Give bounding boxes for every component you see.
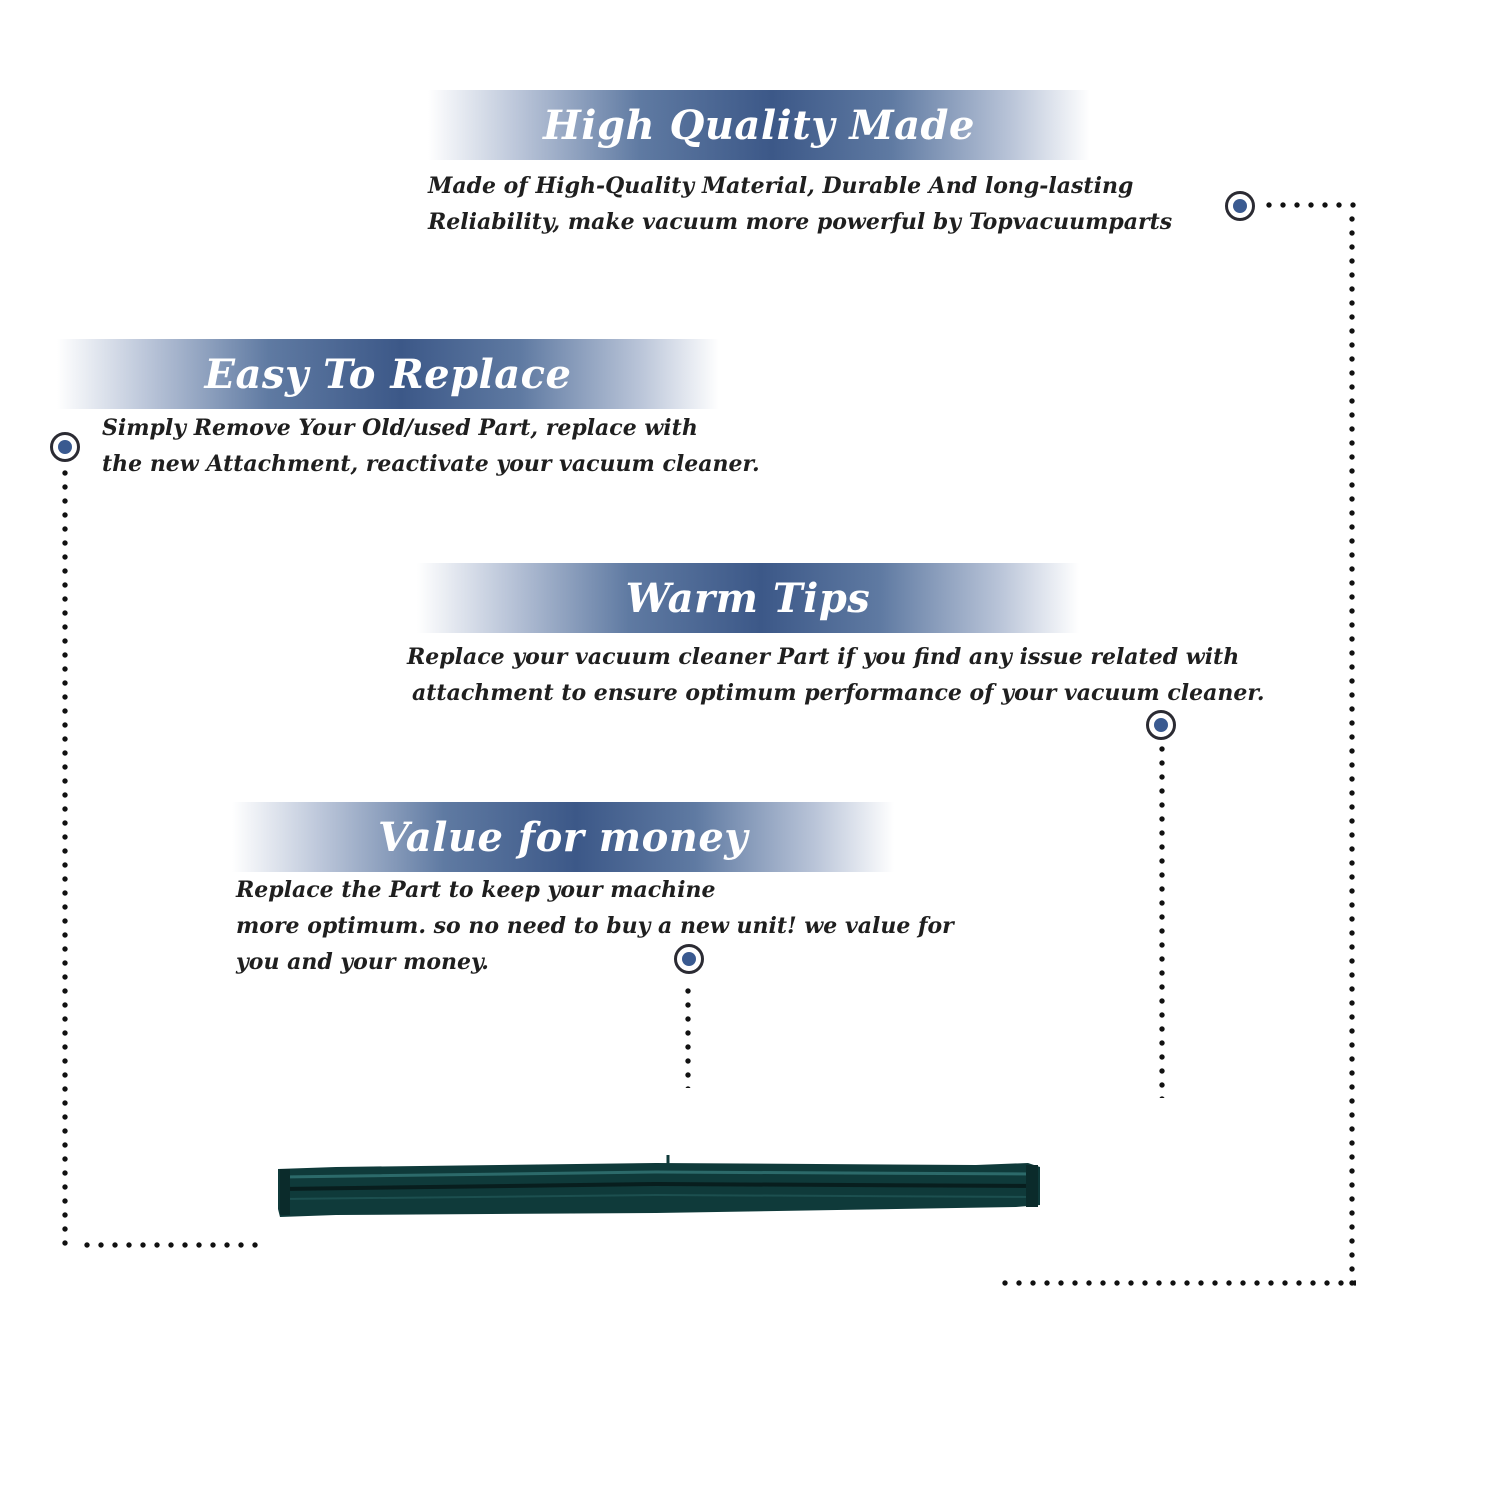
bullet-marker-icon [674, 944, 704, 974]
banner-title: Easy To Replace [204, 350, 572, 398]
description-line: you and your money. [236, 949, 489, 975]
banner-title: High Quality Made [543, 101, 975, 149]
dotted-connector [62, 466, 68, 1250]
banner-title: Warm Tips [625, 574, 871, 622]
banner-warm-tips [417, 563, 1079, 633]
banner-high-quality [428, 90, 1090, 160]
bullet-marker-icon [1146, 710, 1176, 740]
description-warm-tips [407, 639, 1265, 711]
dotted-connector [80, 1242, 264, 1248]
banner-value-money [232, 802, 894, 872]
dotted-connector [1159, 742, 1165, 1098]
description-easy-replace [102, 410, 760, 482]
bullet-marker-icon [50, 432, 80, 462]
description-high-quality [428, 168, 1172, 240]
banner-title: Value for money [377, 813, 749, 861]
dotted-connector [685, 984, 691, 1088]
description-line: Simply Remove Your Old/used Part, replace with [102, 415, 698, 441]
dotted-connector [1262, 202, 1356, 208]
description-line: Reliability, make vacuum more powerful by Topvacuumparts [428, 209, 1173, 235]
description-line: Made of High-Quality Material, Durable And long-lasting [428, 173, 1134, 199]
description-line: the new Attachment, reactivate your vacuum cleaner. [102, 451, 760, 477]
dotted-connector [998, 1280, 1356, 1286]
bullet-marker-icon [1225, 191, 1255, 221]
dotted-connector [1349, 212, 1355, 1288]
description-line: Replace the Part to keep your machine [236, 877, 716, 903]
description-line: more optimum. so no need to buy a new unit! we value for [236, 913, 954, 939]
banner-easy-replace [57, 339, 719, 409]
vacuum-squeegee-strip-image [276, 1155, 1042, 1227]
description-value-money [236, 872, 954, 980]
description-line: Replace your vacuum cleaner Part if you find any issue related with [407, 644, 1240, 670]
description-line: attachment to ensure optimum performance of your vacuum cleaner. [412, 680, 1265, 706]
